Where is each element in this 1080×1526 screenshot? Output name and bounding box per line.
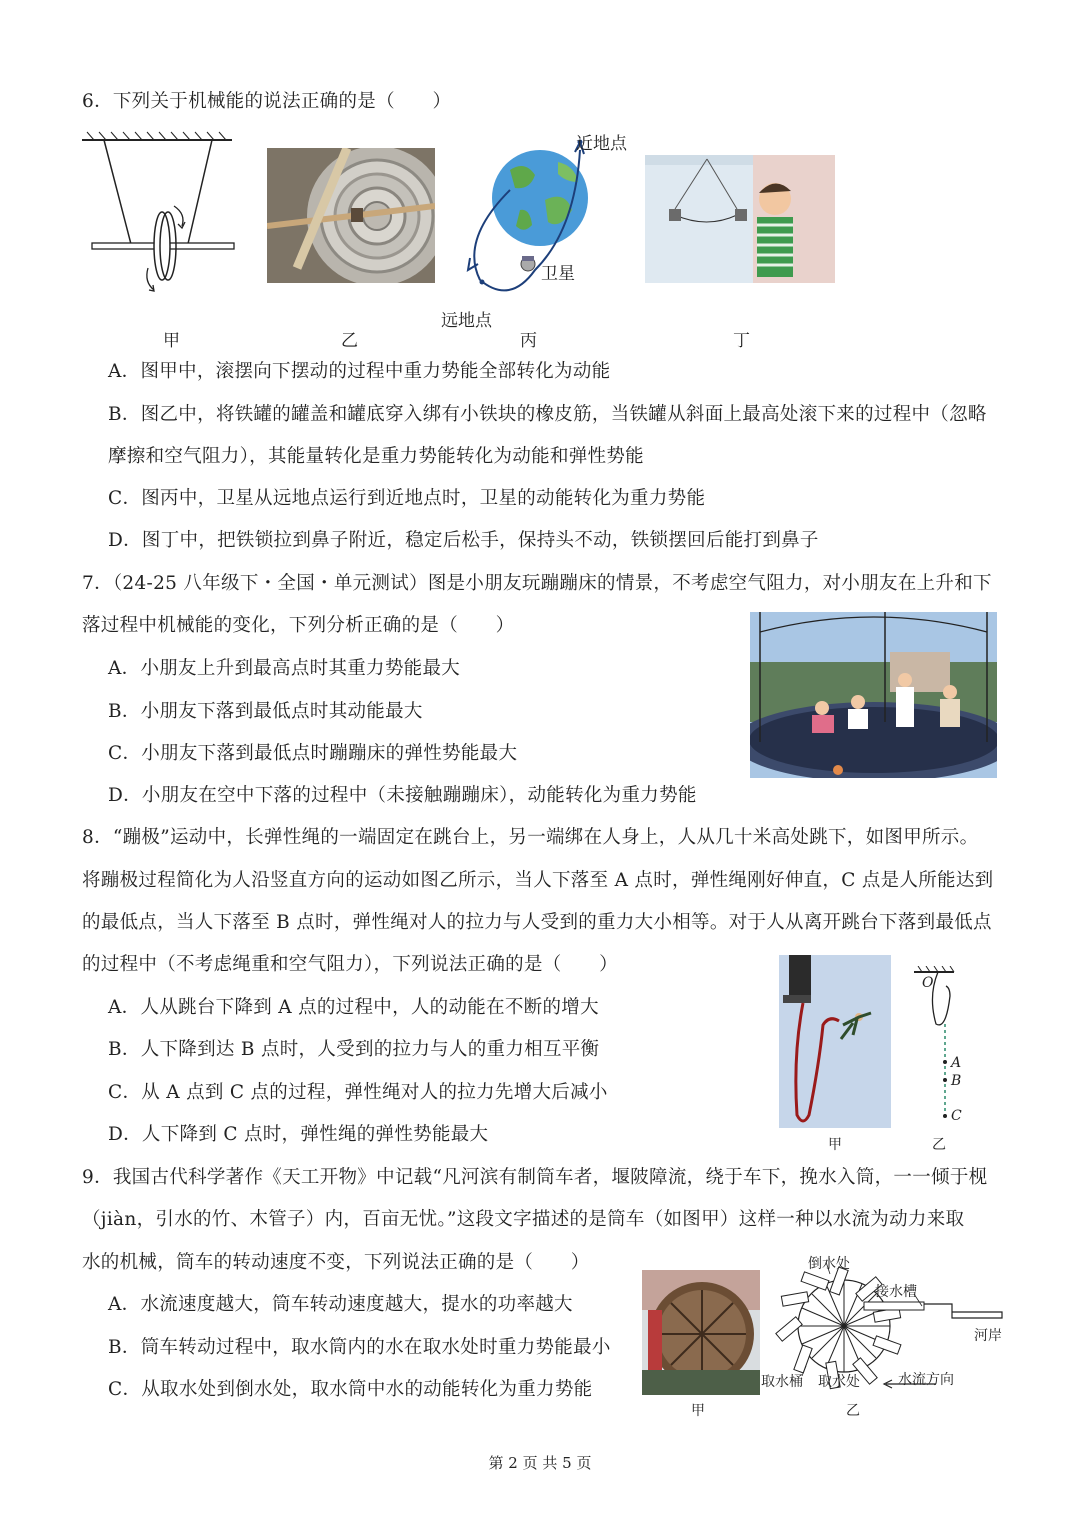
bungee-diagram: [910, 966, 960, 1126]
q8-option-d: D．人下降到 C 点时，弹性绳的弹性势能最大: [108, 1124, 489, 1145]
q7-option-c: C．小朋友下落到最低点时蹦蹦床的弹性势能最大: [108, 743, 518, 764]
q6-stem: 6．下列关于机械能的说法正确的是（ ）: [82, 91, 452, 112]
q9-fig-label-yi: 乙: [846, 1403, 860, 1419]
q6-option-c: C．图丙中，卫星从远地点运行到近地点时，卫星的动能转化为重力势能: [108, 488, 706, 509]
intake-label: 取水处: [818, 1374, 860, 1390]
q9-stem: 9．我国古代科学著作《天工开物》中记载“凡河滨有制筒车者，堰陂障流，绕于车下，挽水入筒，一一倾于枧: [82, 1167, 988, 1188]
bungee-photo: [779, 955, 891, 1128]
water-wheel-photo: [642, 1270, 760, 1395]
apogee-label: 远地点: [441, 311, 492, 331]
point-b-label: B: [951, 1073, 962, 1089]
q7-option-b: B．小朋友下落到最低点时其动能最大: [108, 701, 423, 722]
q8-stem: 8．“蹦极”运动中，长弹性绳的一端固定在跳台上，另一端绑在人身上，人从几十米高处跳下，如图甲所示。: [82, 827, 979, 848]
q6-option-d: D．图丁中，把铁锁拉到鼻子附近，稳定后松手，保持头不动，铁锁摆回后能打到鼻子: [108, 530, 819, 551]
q9-stem-cont-2: 水的机械，筒车的转动速度不变，下列说法正确的是（ ）: [82, 1252, 590, 1273]
q6-fig-label-bing: 丙: [520, 331, 537, 351]
satellite-orbit-figure: [440, 130, 640, 330]
q7-option-a: A．小朋友上升到最高点时其重力势能最大: [108, 658, 461, 679]
trampoline-photo: [750, 612, 997, 778]
page-footer: 第 2 页 共 5 页: [488, 1454, 592, 1472]
q9-option-b: B．筒车转动过程中，取水筒内的水在取水处时重力势能最小: [108, 1337, 611, 1358]
q8-fig-label-jia: 甲: [828, 1137, 842, 1153]
q9-stem-cont-1: （jiàn，引水的竹、木管子）内，百亩无忧。”这段文字描述的是筒车（如图甲）这样一种以水流为动力来取: [82, 1209, 965, 1230]
q6-option-b: B．图乙中，将铁罐的罐盖和罐底穿入绑有小铁块的橡皮筋，当铁罐从斜面上最高处滚下来的过程中（忽略: [108, 404, 987, 425]
bucket-label: 取水桶: [761, 1374, 803, 1390]
q9-option-a: A．水流速度越大，筒车转动速度越大，提水的功率越大: [108, 1294, 573, 1315]
pour-point-label: 倒水处: [808, 1256, 850, 1272]
q6-option-b-cont: 摩擦和空气阻力），其能量转化是重力势能转化为动能和弹性势能: [108, 446, 644, 467]
q8-stem-cont-1: 将蹦极过程简化为人沿竖直方向的运动如图乙所示，当人下落至 A 点时，弹性绳刚好伸直，C 点是人所能达到: [82, 870, 994, 891]
q8-stem-cont-3: 的过程中（不考虑绳重和空气阻力），下列说法正确的是（ ）: [82, 954, 618, 975]
point-a-label: A: [951, 1055, 962, 1071]
satellite-label: 卫星: [541, 264, 575, 284]
q6-option-a: A．图甲中，滚摆向下摆动的过程中重力势能全部转化为动能: [108, 361, 611, 382]
q8-option-b: B．人下降到达 B 点时，人受到的拉力与人的重力相互平衡: [108, 1039, 600, 1060]
flow-direction-label: 水流方向: [898, 1372, 954, 1388]
q6-fig-label-ding: 丁: [733, 331, 750, 351]
q8-option-a: A．人从跳台下降到 A 点的过程中，人的动能在不断的增大: [108, 997, 599, 1018]
q8-fig-label-yi: 乙: [932, 1137, 946, 1153]
q6-fig-label-yi: 乙: [341, 331, 358, 351]
q7-option-d: D．小朋友在空中下落的过程中（未接触蹦蹦床），动能转化为重力势能: [108, 785, 697, 806]
trough-label: 接水槽: [875, 1284, 917, 1300]
q7-stem: 7．（24-25 八年级下・全国・单元测试）图是小朋友玩蹦蹦床的情景，不考虑空气阻力，对小朋友在上升和下: [82, 573, 992, 594]
q7-stem-cont: 落过程中机械能的变化，下列分析正确的是（ ）: [82, 615, 515, 636]
maxwell-wheel-figure: [82, 128, 262, 303]
point-o-label: O: [922, 975, 934, 991]
q9-fig-label-jia: 甲: [691, 1403, 705, 1419]
point-c-label: C: [951, 1108, 962, 1124]
river-bank-label: 河岸: [974, 1328, 1002, 1344]
q6-fig-label-jia: 甲: [163, 331, 180, 351]
rolling-can-photo: [267, 148, 435, 283]
q8-option-c: C．从 A 点到 C 点的过程，弹性绳对人的拉力先增大后减小: [108, 1082, 608, 1103]
q9-option-c: C．从取水处到倒水处，取水筒中水的动能转化为重力势能: [108, 1379, 593, 1400]
perigee-label: 近地点: [576, 134, 627, 154]
iron-lock-pendulum-figure: [645, 155, 835, 283]
q8-stem-cont-2: 的最低点，当人下落至 B 点时，弹性绳对人的拉力与人受到的重力大小相等。对于人从离开跳台下落到最低点: [82, 912, 992, 933]
